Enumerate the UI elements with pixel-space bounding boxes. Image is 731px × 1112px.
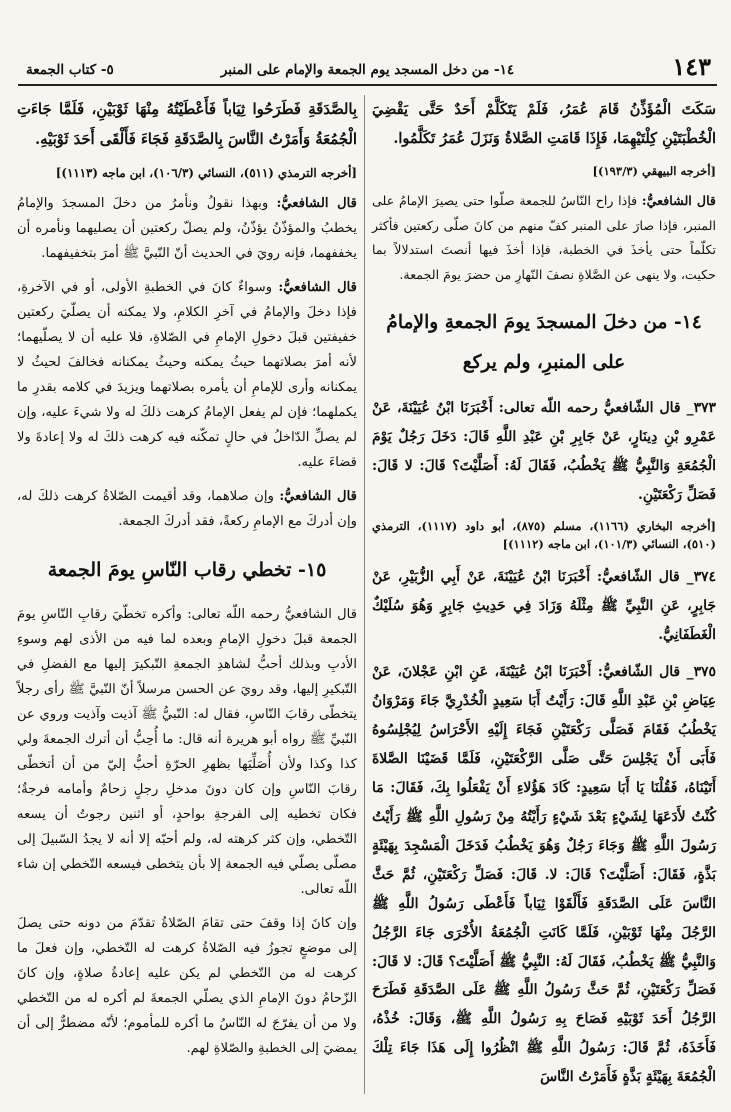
left-column: [17, 95, 357, 1070]
shafii-comment: [17, 275, 357, 475]
reference-373: [أخرجه البخاري (١١٦٦)، مسلم (٨٧٥)، أبو داود (١١١٧)، الترمذي (٥١٠)، النسائي (١٠١/٣)، ابن ماجه (١١١٢)]: [372, 519, 717, 552]
column-divider: [364, 95, 365, 1094]
reference: [أخرجه الترمذي (٥١١)، النسائي (١٠٦/٣)، ابن ماجه (١١١٣)]: [55, 166, 357, 180]
shafii-comment: [17, 191, 357, 266]
comment-text: وبهذا نقولُ ونأمرُ من دخلَ المسجدَ والإمامُ يخطبُ والمؤذّنُ يؤذّنُ، ولم يصلّ ركعتين أن يصليهما ونأمره أن يخففهما، فإنه رويَ في الحديث أنّ النّبيَّ ﷺ أمرَ بتخفيفهما.: [17, 196, 357, 261]
shafii-comment: [372, 189, 716, 287]
shafii-comment: [17, 484, 357, 534]
hadith-374: ٣٧٤_ قال الشّافعيُّ: أَخْبَرَنَا ابْنُ عُيَيْنَةَ، عَنْ أَبِي الزُّبَيْرِ، عَنْ جَابِرٍ، عَنِ النَّبِيِّ ﷺ مِثْلَهُ وَزَادَ فِي حَدِيثِ جَابِرٍ وَهُوَ سُلَيْكٌ الْغَطَفَانِيُّ.: [372, 568, 716, 643]
comment-text: وإن صلاهما، وقد أقيمت الصّلاةُ كرهت ذلكَ له، وإن أدركَ مع الإمامِ ركعةً، فقد أدركَ الجمعة.: [17, 489, 357, 529]
section-15-paragraph: وإن كانَ إذا وقفَ حتى تقامَ الصّلاةُ تقدّمَ من دونه حتى يصلَ إلى موضعٍ تجوزُ فيه الصّلاةُ كرهت له التّخطي، وإن فعلَ ما كرهت له من التّخطي لم يكن عليه إعادةُ صلاةٍ، وإن كانَ الزّحامُ دونَ الإمامِ الذي يصلّي الجمعةَ لم أكره له من التّخطي ولا من أن يفرّجَ له النّاسُ ما أكره للمأموم؛ لأنّه مضطرٌّ إلى أن يمضيَ إلى الخطبةِ والصّلاةِ لهم.: [17, 916, 357, 1056]
page-number: ١٤٣: [672, 52, 711, 81]
narration-continuation: سَكَتَ الْمُؤَذِّنُ قَامَ عُمَرُ، فَلَمْ يَتَكَلَّمْ أَحَدٌ حَتَّى يَقْضِيَ الْخُطْبَتَيْنِ كِلْتَيْهِمَا، فَإِذَا قَامَتِ الصَّلاةُ وَنَزَلَ عُمَرُ تَكَلَّمُوا.: [372, 101, 716, 148]
running-title: ١٤- من دخل المسجد يوم الجمعة والإمام على المنبر: [220, 62, 515, 78]
book-title: ٥- كتاب الجمعة: [26, 62, 114, 78]
section-14-title: ١٤- من دخلَ المسجدَ يومَ الجمعةِ والإمامُ على المنبرِ، ولم يركع: [386, 312, 702, 373]
comment-label: قال الشافعيُّ:: [641, 193, 716, 209]
hadith-373: ٣٧٣_ قال الشّافعيُّ رحمه اللّه تعالى: أَخْبَرَنَا ابْنُ عُيَيْنَةَ، عَنْ عَمْرِو بْنِ دِينَارٍ، عَنْ جَابِرِ بْنِ عَبْدِ اللَّهِ قَالَ: دَخَلَ رَجُلٌ يَوْمَ الْجُمُعَةِ وَالنَّبِيُّ ﷺ يَخْطُبُ، فَقَالَ لَهُ: أَصَلَّيْتَ؟ قَالَ: لا قَالَ: فَصَلِّ رَكْعَتَيْنِ.: [372, 399, 716, 503]
comment-text: وسواءٌ كانَ في الخطبةِ الأولى، أو في الآخرةِ، فإذا دخلَ والإمامُ في آخرِ الكلامِ، ولا يمكنه أن يصلّيَ ركعتين خفيفتين قبلَ دخولِ الإمامِ في الصّلاةِ، فلا عليه أن لا يصلّيهما؛ لأنه أمرَ بصلاتهما حيثُ يمكنه وحيثُ يمكنانه فخالفَ لحيثُ لا يمكنانه وأرى للإمامِ أن يأمره بصلاتهما ويزيدَ في كلامه بقدرِ ما يكملهما؛ فإن لم يفعل الإمامُ كرهت ذلكَ له ولا شيءَ عليه، وإن لم يصلِّ الدّاخلُ في حالٍ تمكّنه فيه كرهت ذلكَ له ولا إعادةَ ولا قضاءَ عليه.: [17, 280, 357, 470]
narration-continuation: بِالصَّدَقَةِ فَطَرَحُوا ثِيَاباً فَأَعْطَيْتُهُ مِنْهَا ثَوْبَيْنِ، فَلَمَّا جَاءَتِ الْجُمُعَةُ وَأَمَرْتُ النَّاسَ بِالصَّدَقَةِ فَجَاءَ فَأَلْقَى أَحَدَ ثَوْبَيْهِ.: [17, 101, 357, 148]
page-header: [18, 52, 717, 86]
comment-label: قال الشافعيُّ:: [276, 196, 357, 211]
section-15-paragraph: قال الشافعيُّ رحمه اللّه تعالى: وأكره تخطّيَ رقابِ النّاسِ يومَ الجمعة قبلَ دخولِ الإمامِ وبعده لما فيه من الأذى لهم وسوءِ الأدبِ وبذلك أحبُّ لشاهدِ الجمعةِ التّبكيرَ إليها مع الفضلِ في التّبكيرِ إليها، وقد رويَ عن الحسن مرسلاً أنّ النّبيَّ ﷺ رأى رجلاً يتخطّى رقابَ النّاسِ، فقال له: النّبيُّ ﷺ آذيت وآذيت وروي عن النّبيِّ ﷺ رواه أبو هريرة أنه قال: ما أُحِبُّ أن أترك الجمعةَ ولي كذا وكذا ولأن أُصَلِّيَها بظهرِ الحرّةِ أحبُّ إليّ من أن أتخطّى رقابَ النّاسِ وإن كان دونَ مدخلِ رجلٍ زحامٌ وأمامه فرجةٌ؛ فكان تخطيه إلى الفرجةِ بواحدٍ، أو اثنين رجوتُ أن يسعه التّخطي، وإن كثر كرهته له، ولم أحبّه إلا أنه لا يجدُ السّبيلَ إلى مصلّى يصلّي فيه الجمعة إلا بأن يتخطى فيسعه التّخطي إن شاء اللّه تعالى.: [17, 607, 357, 897]
comment-text: فإذا راح النّاسُ للجمعة صلّوا حتى يصيرَ الإمامُ على المنبر، فإذا صارَ على المنبر كفّ منهم من كانَ صلّى ركعتين فأكثر تكلّماً حتى يأخذَ في الخطبة، فإذا أخذَ فيها أنصتَ استدلالاً بما حكيت، ولا ينهى عن الصَّلاةِ نصفَ النّهارِ من حضرَ يومَ الجمعة.: [372, 193, 716, 282]
reference: [أخرجه البيهقي (١٩٣/٣)]: [592, 163, 716, 178]
comment-label: قال الشافعيُّ:: [278, 280, 357, 295]
right-column: [372, 95, 716, 1101]
hadith-375: ٣٧٥_ قال الشّافعيُّ: أَخْبَرَنَا ابْنُ عُيَيْنَةَ، عَنِ ابْنِ عَجْلانَ، عَنْ عِيَاضِ بْنِ عَبْدِ اللَّهِ قَالَ: رَأَيْتُ أَبَا سَعِيدٍ الْخُدْرِيَّ جَاءَ وَمَرْوَانُ يَخْطُبُ فَقَامَ فَصَلَّى رَكْعَتَيْنِ فَجَاءَ إِلَيْهِ الأَحْرَاسُ لِيُجْلِسُوهُ فَأَبَى أَنْ يَجْلِسَ حَتَّى صَلَّى الرَّكْعَتَيْنِ، فَلَمَّا قَضَيْنَا الصَّلاةَ أَتَيْنَاهُ، فَقُلْنَا يَا أَبَا سَعِيدٍ: كَادَ هَؤُلاءِ أَنْ يَفْعَلُوا بِكَ، فَقَالَ: مَا كُنْتُ لأَدَعَهَا لِشَيْءٍ بَعْدَ شَيْءٍ رَأَيْتُهُ مِنْ رَسُولِ اللَّهِ ﷺ رَأَيْتُ رَسُولَ اللَّهِ ﷺ وَجَاءَ رَجُلٌ وَهُوَ يَخْطُبُ فَدَخَلَ الْمَسْجِدَ بِهَيْئَةٍ بَذَّةٍ، فَقَالَ: أَصَلَّيْتَ؟ قَالَ: لا. قَالَ: فَصَلِّ رَكْعَتَيْنِ، ثُمَّ حَثَّ النَّاسَ عَلَى الصَّدَقَةِ فَأَلْقَوْا ثِيَاباً فَأَعْطَى رَسُولُ اللَّهِ ﷺ الرَّجُلَ مِنْهَا ثَوْبَيْنِ، فَلَمَّا كَانَتِ الْجُمُعَةُ الأُخْرَى جَاءَ الرَّجُلُ وَالنَّبِيُّ ﷺ يَخْطُبُ، فَقَالَ لَهُ: النَّبِيُّ ﷺ أَصَلَّيْتَ؟ قَالَ: لا قَالَ: فَصَلِّ رَكْعَتَيْنِ، ثُمَّ حَثَّ رَسُولُ اللَّهِ ﷺ عَلَى الصَّدَقَةِ فَطَرَحَ الرَّجُلُ أَحَدَ ثَوْبَيْهِ فَصَاحَ بِهِ رَسُولُ اللَّهِ ﷺ، وَقَالَ: خُذْهُ، فَأَخَذَهُ، ثُمَّ قَالَ: رَسُولُ اللَّهِ ﷺ انْظُرُوا إِلَى هَذَا جَاءَ تِلْكَ الْجُمُعَةَ بِهَيْئَةٍ بَذَّةٍ فَأَمَرْتُ النَّاسَ: [372, 664, 716, 1086]
comment-label: قال الشافعيُّ:: [279, 489, 357, 504]
section-15-title: ١٥- تخطي رقاب النّاسِ يومَ الجمعة: [47, 559, 327, 581]
